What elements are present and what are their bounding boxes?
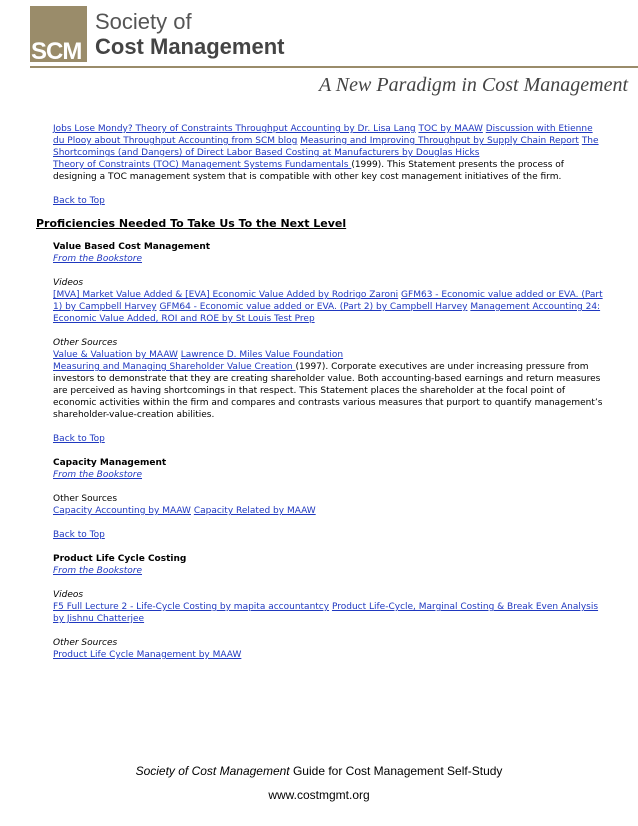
- video-link[interactable]: GFM63 - Economic value added or EVA. (Part 1) by Campbell Harvey: [53, 290, 603, 312]
- resource-link[interactable]: TOC by MAAW: [418, 124, 483, 134]
- subsection-title: Value Based Cost Management: [53, 242, 211, 252]
- source-link[interactable]: Lawrence D. Miles Value Foundation: [180, 350, 344, 360]
- source-link[interactable]: Value & Valuation by MAAW: [53, 350, 178, 360]
- other-sources-label: Other Sources: [53, 338, 118, 348]
- resource-link[interactable]: The Shortcomings (and Dangers) of Direct Labor Based Costing at Manufacturers by Douglas Hicks: [53, 136, 599, 158]
- video-link[interactable]: F5 Full Lecture 2 - Life-Cycle Costing by mapita accountantcy: [53, 602, 330, 612]
- other-sources-label: Other Sources: [53, 494, 118, 504]
- tagline: A New Paradigm in Cost Management: [318, 74, 628, 96]
- video-link[interactable]: GFM64 - Economic value added or EVA. (Part 2) by Campbell Harvey: [159, 302, 468, 312]
- toc-statement: [53, 159, 606, 183]
- video-link[interactable]: [MVA] Market Value Added & [EVA] Economic Value Added by Rodrigo Zaroni: [53, 290, 399, 300]
- video-link[interactable]: Management Accounting 24: Economic Value Added, ROI and ROE by St Louis Test Prep: [53, 302, 601, 324]
- video-link[interactable]: Product Life-Cycle, Marginal Costing & Break Even Analysis by Jishnu Chatterjee: [53, 602, 599, 624]
- statement-text: (1997). Corporate executives are under increasing pressure from investors to demonstrate that they are creating shareholder value. Both accounting-based earnings and return measures are perceived as having shortcomings in that respect. This Statement places the shareholder at the focal point of economic activities within the firm and compares and contrasts various measures that purport to quantify management’s shareholder-value-creation abilities.: [53, 362, 603, 420]
- source-link[interactable]: Capacity Related by MAAW: [193, 506, 316, 516]
- toc-resources: [53, 123, 606, 207]
- bookstore-link[interactable]: From the Bookstore: [53, 566, 143, 576]
- resource-link[interactable]: Discussion with Etienne du Plooy about Throughput Accounting from SCM blog: [53, 124, 593, 146]
- footer-guide-text: Guide for Cost Management Self-Study: [289, 764, 503, 778]
- statement-link[interactable]: Theory of Constraints (TOC) Management Systems Fundamentals: [53, 160, 352, 170]
- bookstore-link[interactable]: From the Bookstore: [53, 254, 143, 264]
- page-content: [0, 123, 638, 661]
- back-to-top-link[interactable]: Back to Top: [53, 196, 105, 206]
- resource-link[interactable]: Jobs Lose Mondy? Theory of Constraints Throughput Accounting by Dr. Lisa Lang: [53, 124, 416, 134]
- org-name-line2: Cost Management: [95, 34, 285, 59]
- logo-text: SCM: [31, 38, 82, 62]
- footer-guide-title: [0, 764, 638, 778]
- subsection-title: Capacity Management: [53, 458, 167, 468]
- org-name-line1: Society of: [95, 9, 192, 34]
- vbcm-section: [53, 241, 606, 661]
- subsection-title: Product Life Cycle Costing: [53, 554, 187, 564]
- vbcm-statement: [53, 361, 606, 421]
- videos-label: Videos: [53, 590, 84, 600]
- statement-link[interactable]: Measuring and Managing Shareholder Value Creation: [53, 362, 296, 372]
- other-sources-label: Other Sources: [53, 638, 118, 648]
- back-to-top-link[interactable]: Back to Top: [53, 530, 105, 540]
- source-link[interactable]: Product Life Cycle Management by MAAW: [53, 650, 242, 660]
- resource-link[interactable]: Measuring and Improving Throughput by Supply Chain Report: [300, 136, 579, 146]
- videos-label: Videos: [53, 278, 84, 288]
- section-title: Proficiencies Needed To Take Us To the Next Level: [36, 217, 347, 230]
- source-link[interactable]: Capacity Accounting by MAAW: [53, 506, 191, 516]
- bookstore-link[interactable]: From the Bookstore: [53, 470, 143, 480]
- footer-url[interactable]: www.costmgmt.org: [268, 788, 370, 802]
- statement-text: (1999). This Statement presents the process of designing a TOC management system that is compatible with other key cost management initiatives of the firm.: [53, 160, 564, 182]
- header-rule: [30, 66, 638, 68]
- footer-org-name: Society of Cost Management: [135, 764, 290, 778]
- back-to-top-link[interactable]: Back to Top: [53, 434, 105, 444]
- scm-logo: [30, 6, 87, 62]
- page-header: [0, 0, 638, 110]
